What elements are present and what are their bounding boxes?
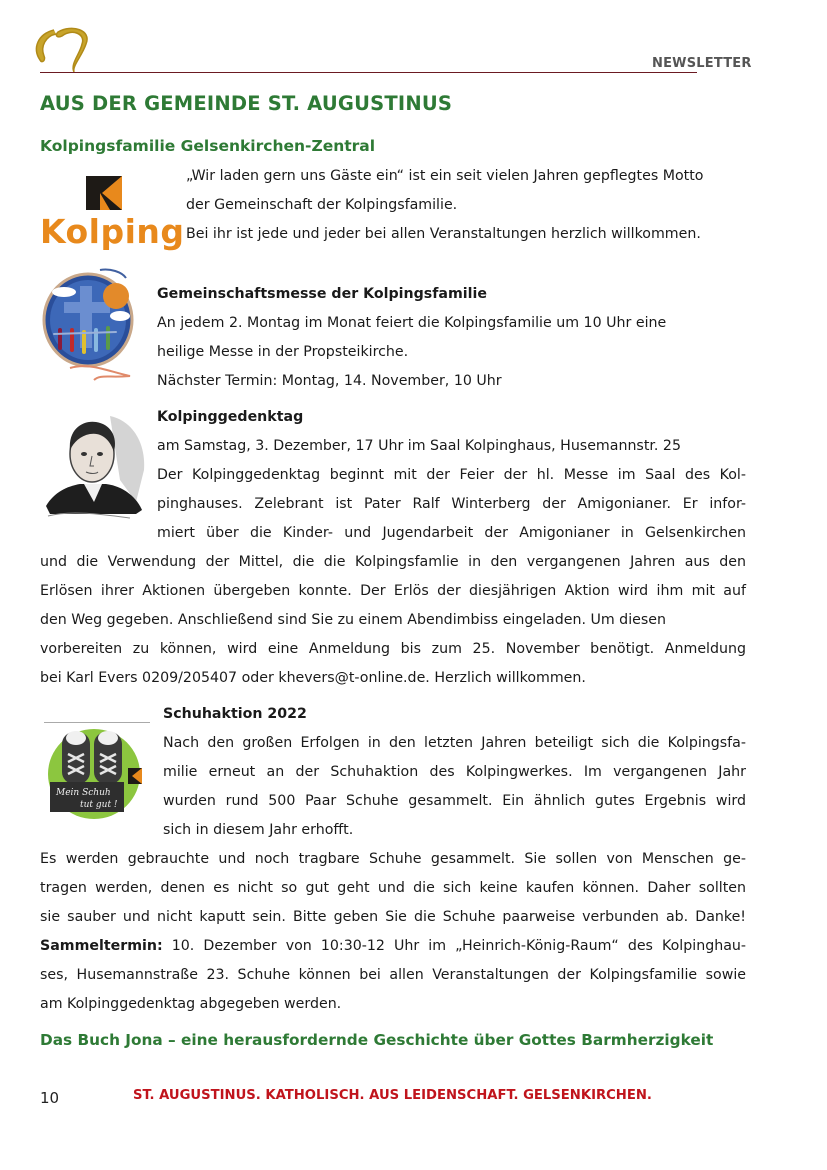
shoe-image-text: tut gut ! bbox=[80, 800, 118, 810]
schuh-line: Nach den großen Erfolgen in den letzten Jahren beteiligt sich die Kolpingsfa- bbox=[163, 735, 746, 751]
gedenktag-line: pinghauses. Zelebrant ist Pater Ralf Winterberg der Amigonianer. Er infor- bbox=[157, 496, 746, 512]
schuh-divider bbox=[44, 722, 150, 723]
next-article-heading: Das Buch Jona – eine herausfordernde Geschichte über Gottes Barmherzigkeit bbox=[40, 1031, 714, 1049]
shoe-campaign-image bbox=[46, 726, 150, 820]
heart-outline-icon bbox=[32, 26, 94, 74]
footer-motto: ST. AUGUSTINUS. KATHOLISCH. AUS LEIDENSCHAFT. GELSENKIRCHEN. bbox=[133, 1088, 652, 1103]
shoe-image-text: Mein Schuh bbox=[56, 788, 111, 798]
sammeltermin-label: Sammeltermin: bbox=[40, 938, 163, 954]
community-globe-image bbox=[40, 266, 140, 384]
kolping-portrait-image bbox=[40, 410, 148, 520]
gedenktag-line: Der Kolpinggedenktag beginnt mit der Feier der hl. Messe im Saal des Kol- bbox=[157, 467, 746, 483]
gedenktag-line: am Samstag, 3. Dezember, 17 Uhr im Saal Kolpinghaus, Husemannstr. 25 bbox=[157, 438, 681, 454]
schuh-heading: Schuhaktion 2022 bbox=[163, 706, 307, 722]
newsletter-label: NEWSLETTER bbox=[652, 56, 752, 71]
kolping-k-icon bbox=[86, 176, 122, 210]
gedenktag-line: miert über die Kinder- und Jugendarbeit der Amigonianer in Gelsenkirchen bbox=[157, 525, 746, 541]
messe-line: An jedem 2. Montag im Monat feiert die Kolpingsfamilie um 10 Uhr eine bbox=[157, 315, 667, 331]
schuh-line: sich in diesem Jahr erhofft. bbox=[163, 822, 354, 838]
intro-line: Bei ihr ist jede und jeder bei allen Veranstaltungen herzlich willkommen. bbox=[186, 226, 701, 242]
schuh-line: Es werden gebrauchte und noch tragbare Schuhe gesammelt. Sie sollen von Menschen ge- bbox=[40, 851, 746, 867]
schuh-line: am Kolpinggedenktag abgegeben werden. bbox=[40, 996, 342, 1012]
sammeltermin-text: 10. Dezember von 10:30-12 Uhr im „Heinrich-König-Raum“ des Kolpinghau- bbox=[162, 938, 746, 954]
gedenktag-line: Erlösen ihrer Aktionen übergeben konnte. Der Erlös der diesjährigen Aktion wird ihm mit auf bbox=[40, 583, 746, 599]
kolping-logo bbox=[40, 174, 185, 256]
schuh-line: milie erneut an der Schuhaktion des Kolpingwerkes. Im vergangenen Jahr bbox=[163, 764, 746, 780]
messe-heading: Gemeinschaftsmesse der Kolpingsfamilie bbox=[157, 286, 487, 302]
schuh-line: ses, Husemannstraße 23. Schuhe können bei allen Veranstaltungen der Kolpingsfamilie sowie bbox=[40, 967, 746, 983]
intro-line: „Wir laden gern uns Gäste ein“ ist ein seit vielen Jahren gepflegtes Motto bbox=[186, 168, 704, 184]
gedenktag-line: vorbereiten zu können, wird eine Anmeldung bis zum 25. November benötigt. Anmeldung bbox=[40, 641, 746, 657]
sammeltermin-line bbox=[40, 937, 746, 955]
schuh-line: sie sauber und nicht kaputt sein. Bitte geben Sie die Schuhe paarweise verbunden ab. Danke! bbox=[40, 909, 746, 925]
intro-line: der Gemeinschaft der Kolpingsfamilie. bbox=[186, 197, 458, 213]
messe-line: heilige Messe in der Propsteikirche. bbox=[157, 344, 409, 360]
kolping-wordmark: Kolping bbox=[40, 212, 185, 251]
gedenktag-line: den Weg gegeben. Anschließend sind Sie zu einem Abendimbiss eingeladen. Um diesen bbox=[40, 612, 666, 628]
header-rule bbox=[40, 72, 697, 73]
schuh-line: tragen werden, denen es nicht so gut geht und die sich keine kaufen können. Daher sollten bbox=[40, 880, 746, 896]
schuh-line: wurden rund 500 Paar Schuhe gesammelt. Ein ähnlich gutes Ergebnis wird bbox=[163, 793, 746, 809]
gedenktag-heading: Kolpinggedenktag bbox=[157, 409, 304, 425]
gedenktag-line: und die Verwendung der Mittel, die die Kolpingsfamlie in den vergangenen Jahren aus den bbox=[40, 554, 746, 570]
gedenktag-line: bei Karl Evers 0209/205407 oder khevers@t-online.de. Herzlich willkommen. bbox=[40, 670, 586, 686]
section-heading: Kolpingsfamilie Gelsenkirchen-Zentral bbox=[40, 137, 376, 155]
page-number: 10 bbox=[40, 1089, 60, 1107]
messe-line: Nächster Termin: Montag, 14. November, 10 Uhr bbox=[157, 373, 502, 389]
page-title: AUS DER GEMEINDE ST. AUGUSTINUS bbox=[40, 92, 453, 115]
